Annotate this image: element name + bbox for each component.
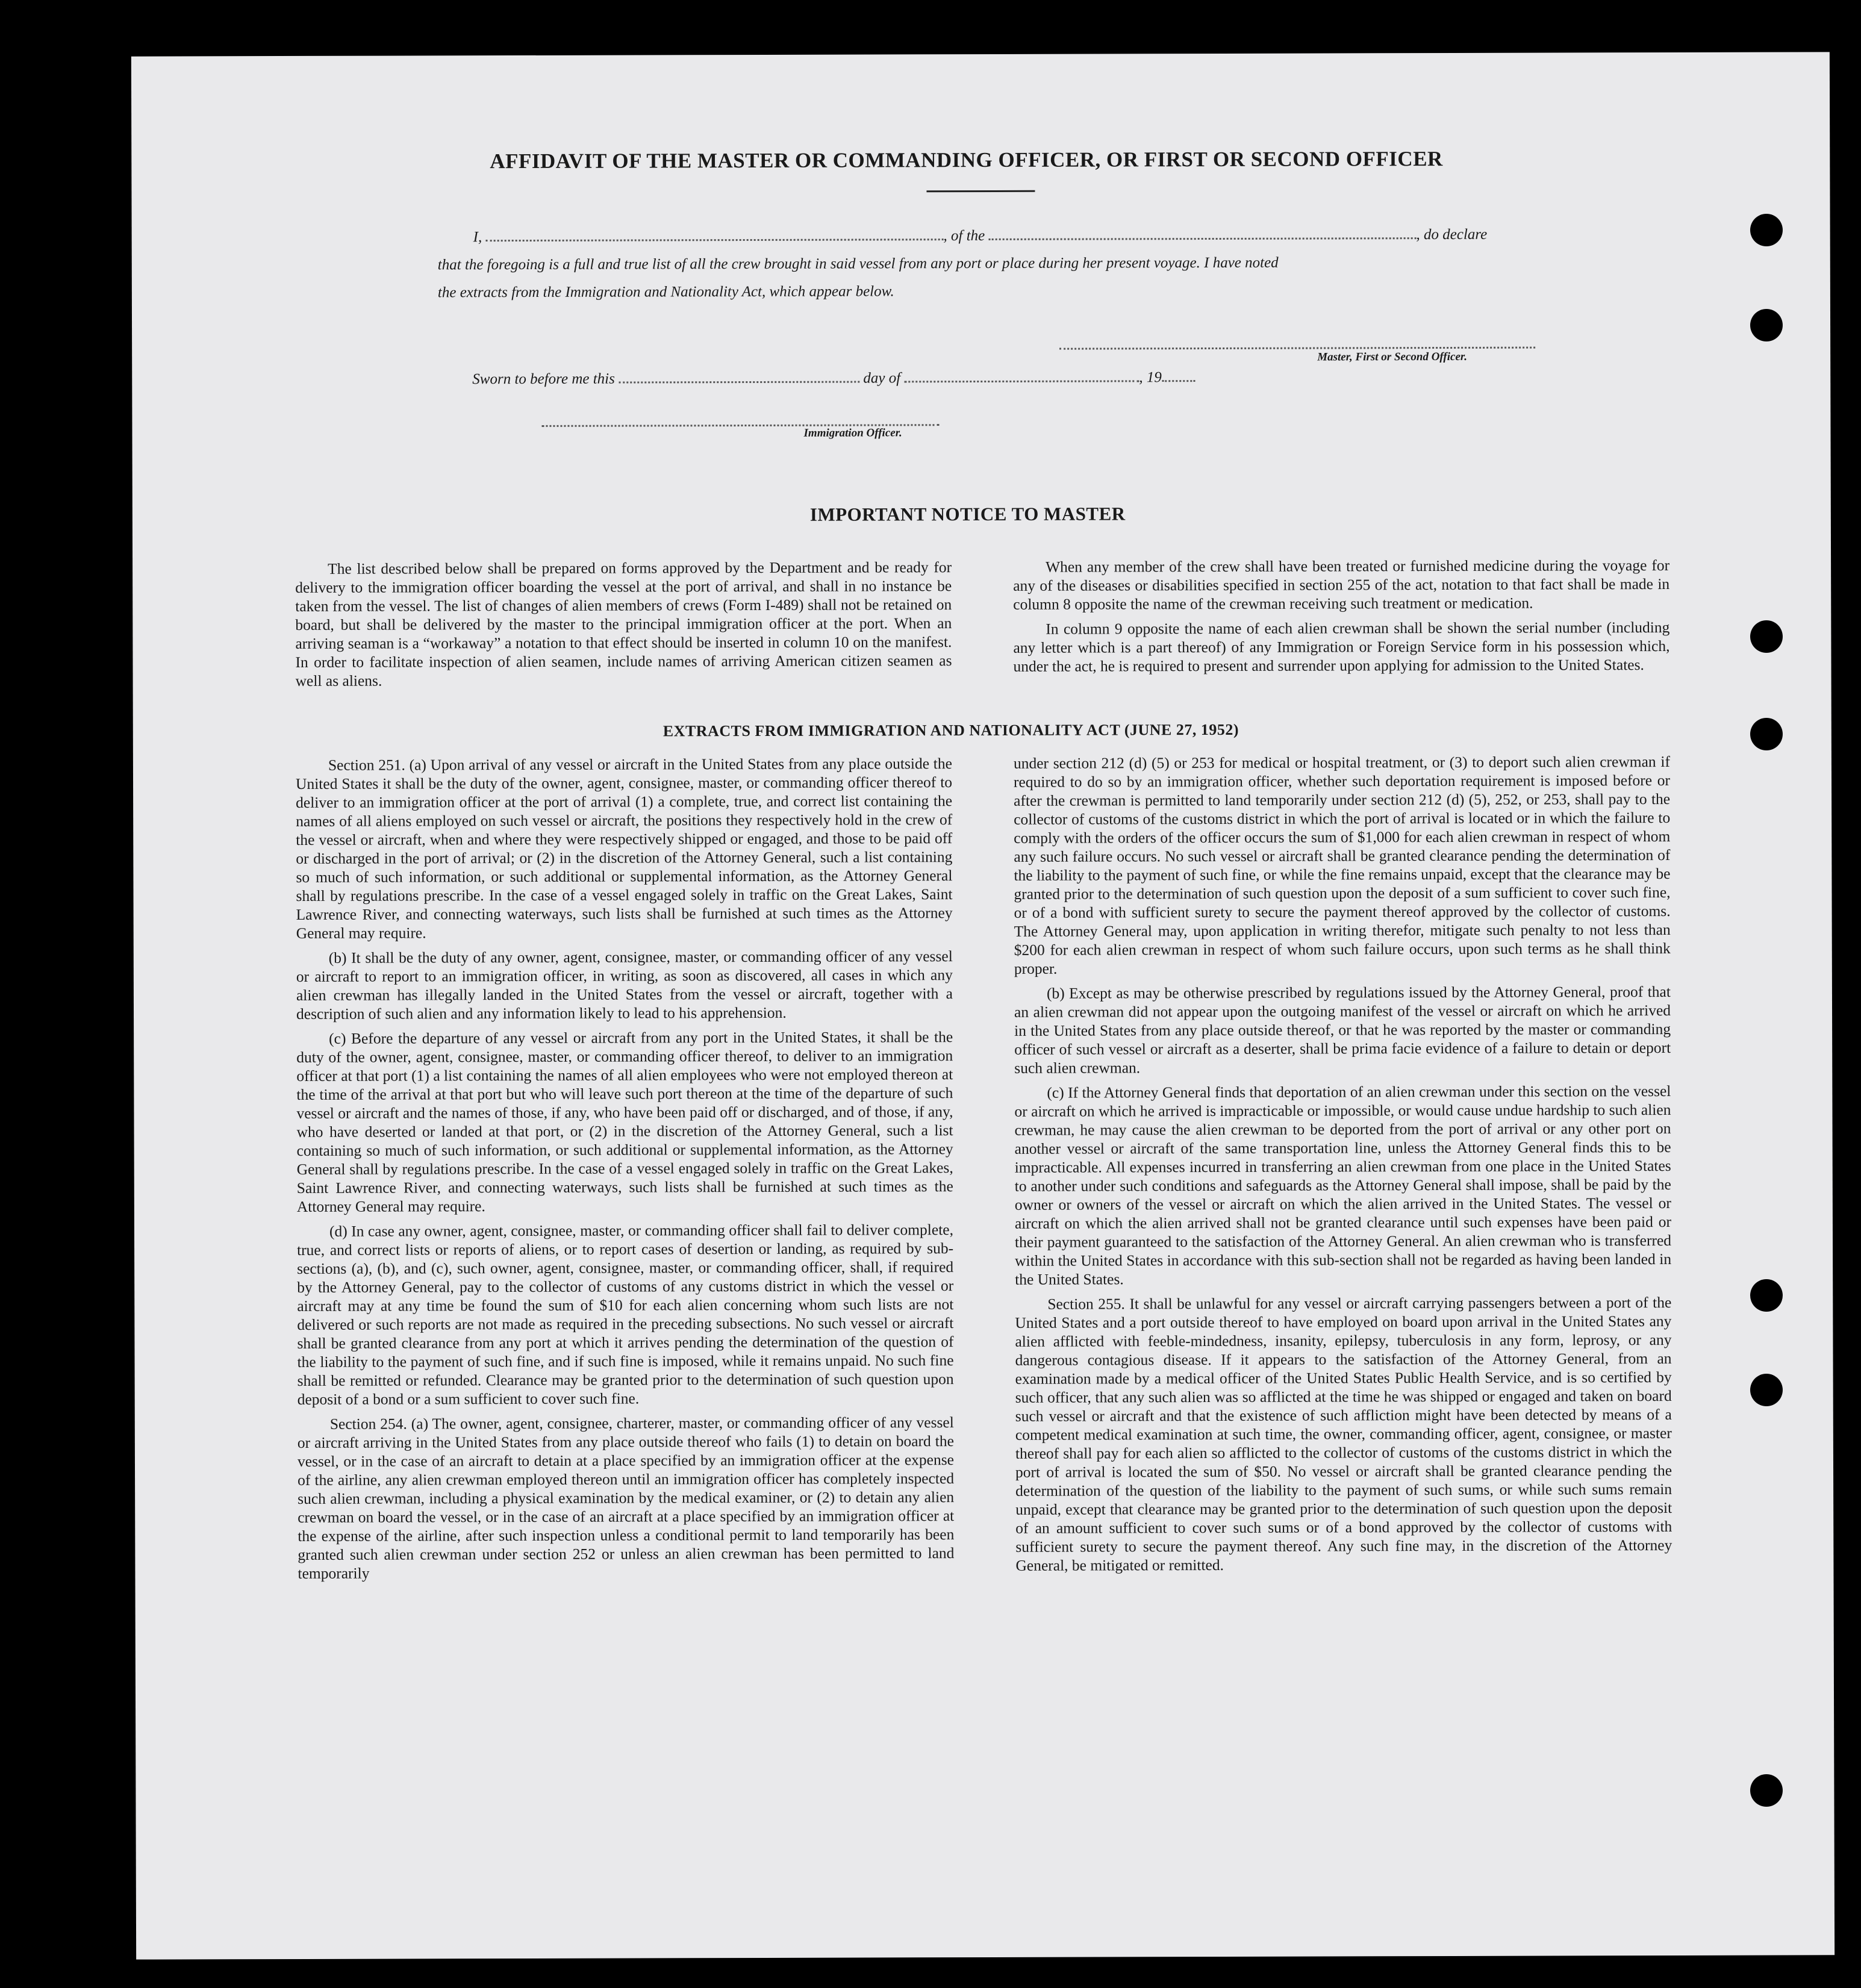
notice-title: IMPORTANT NOTICE TO MASTER xyxy=(809,503,1126,525)
section-251-a: Section 251. (a) Upon arrival of any vessel or aircraft in the United States from any place outside the United States it shall be the duty of the owner, agent, consignee, master, or commanding officer thereof to deliver to an immigration officer at the port of arrival (1) a complete, true, and correct list containing the names of all aliens employed on such vessel or aircraft, the positions they respectively hold in the crew of the vessel or aircraft, when and where they were respectively shipped or engaged, and those to be paid off or discharged in the port of arrival; or (2) in the discretion of the Attorney General, such a list containing so much of such information, or such additional or supplemental information, as the Attorney General shall by regulations prescribe. In the case of a vessel engaged solely in traffic on the Great Lakes, Saint Lawrence River, and connecting waterways, such lists shall be furnished at such times as the Attorney General may require. xyxy=(295,755,953,942)
label-year: , 19 xyxy=(1139,369,1162,386)
label-i: I, xyxy=(473,229,482,246)
extracts-title: EXTRACTS FROM IMMIGRATION AND NATIONALITY ACT (JUNE 27, 1952) xyxy=(662,720,1239,740)
declaration-line-1: that the foregoing is a full and true list of all the crew brought in said vessel from any port or place during her present voyage. I have noted xyxy=(437,254,1279,273)
vessel-field[interactable] xyxy=(988,225,1416,240)
section-254-a: Section 254. (a) The owner, agent, consignee, charterer, master, or commanding officer of any vessel or aircraft arriving in the United States from any place outside thereof who fails (1) to detain on board the vessel, or in the case of an aircraft to detain at a place specified by an immigration officer at the expense of the airline, any alien crewman employed thereon until an immigration officer has completely inspected such alien crewman, including a physical examination by the medical examiner, or (2) to detain any alien crewman on board the vessel, or in the case of an aircraft at a place specified by an immigration officer at the expense of the airline, after such inspection unless a conditional permit to land temporarily has been granted such alien crewman under section 252 or unless an alien crewman has been permitted to land temporarily xyxy=(297,1413,955,1582)
section-251-c: (c) Before the departure of any vessel or aircraft from any port in the United States, it shall be the duty of the owner, agent, consignee, master, or commanding officer thereof, to deliver to an immigration officer at that port (1) a list containing the names of all alien employees who were not employed thereon at the time of the arrival at that port but who will leave such port thereon at the time of the departure of such vessel or aircraft and the names of those, if any, who have been paid off or discharged, and of those, if any, who have deserted or landed at that port, or (2) in the discretion of the Attorney General, such a list containing so much of such information, or such additional or supplemental information, as the Attorney General shall by regulations prescribe. In the case of a vessel engaged solely in traffic on the Great Lakes, Saint Lawrence River, and connecting waterways, such lists shall be furnished at such times as the Attorney General may require. xyxy=(296,1028,953,1215)
section-254-c: (c) If the Attorney General finds that deportation of an alien crewman under this section on the vessel or aircraft on which he arrived is impracticable or impossible, or would cause undue hardship to such alien crewman, he may cause the alien crewman to be deported from the port of arrival or any other port on another vessel or aircraft of the same transportation line, unless the Attorney General finds this to be impracticable. All expenses incurred in transferring an alien crewman from one place in the United States to another under such conditions and safeguards as the Attorney General shall impose, shall be paid by the owner or owners of the vessel or aircraft on which the alien arrived in the United States. The vessel or aircraft on which the alien arrived shall not be granted clearance until such expenses have been paid or their payment guaranteed to the satisfaction of the Attorney General. An alien crewman who is transferred within the United States in accordance with this sub-section shall not be regarded as having been landed in the United States. xyxy=(1014,1082,1672,1288)
binder-hole xyxy=(1750,1279,1783,1312)
section-251-b: (b) It shall be the duty of any owner, agent, consignee, master, or commanding officer of any vessel or aircraft to report to an immigration officer, in writing, as soon as discovered, all cases in which any alien crewman has illegally landed in the United States from the vessel or aircraft, together with a description of such alien and any information likely to lead to his apprehension. xyxy=(296,947,953,1023)
section-255: Section 255. It shall be unlawful for any vessel or aircraft carrying passengers between a port of the United States and a port outside thereof to have employed on board upon arrival in the United States any alien afflicted with feeble-mindedness, insanity, epilepsy, tuberculosis in any form, leprosy, or any dangerous contagious disease. If it appears to the satisfaction of the Attorney General, from an examination made by a medical officer of the United States Public Health Service, and is so certified by such officer, that any such alien was so afflicted at the time he was shipped or engaged and taken on board such vessel or aircraft and that the existence of such affliction might have been detected by means of a competent medical examination at such time, the owner, commanding officer, agent, consignee, or master thereof shall pay for each alien so afflicted to the collector of customs of the customs district in which the port of arrival is located the sum of $50. No vessel or aircraft shall be granted clearance pending the determination of the question of the liability to the payment of such sums, or while such sums remain unpaid, except that clearance may be granted prior to the determination of such question upon the deposit of an amount sufficient to cover such sums or of a bond approved by the collector of customs with sufficient surety to secure the payment thereof. Any such fine may, in the discretion of the Attorney General, be mitigated or remitted. xyxy=(1015,1294,1672,1574)
sworn-month-field[interactable] xyxy=(904,368,1139,382)
master-label: Master, First or Second Officer. xyxy=(1317,350,1467,364)
label-day-of: day of xyxy=(863,370,901,387)
extracts-left-column xyxy=(296,754,955,1589)
section-254-b: (b) Except as may be otherwise prescribed by regulations issued by the Attorney General, proof that an alien crewman did not appear upon the outgoing manifest of the vessel or aircraft on which he arrived in the United States from any place outside thereof, or that he was reported by the master or commanding officer of such vessel or aircraft as a deserter, shall be prima facie evidence of a failure to detain or deport such alien crewman. xyxy=(1014,983,1671,1077)
notice-left-column xyxy=(295,558,952,696)
binder-hole xyxy=(1750,309,1783,341)
notice-right-paragraph-2: In column 9 opposite the name of each alien crewman shall be shown the serial number (including any letter which is a part thereof) of any Immigration or Foreign Service form in his possession which, under the act, he is required to present and surrender upon applying for admission to the United States. xyxy=(1013,619,1670,675)
title-rule xyxy=(926,190,1035,192)
declaration-name-line xyxy=(473,225,1488,246)
declaration-line-2: the extracts from the Immigration and Nationality Act, which appear below. xyxy=(437,283,894,301)
document-page xyxy=(131,52,1835,1959)
sworn-year-field[interactable] xyxy=(1162,368,1195,382)
binder-hole xyxy=(1750,1774,1783,1807)
sworn-line xyxy=(472,368,1195,388)
label-sworn: Sworn to before me this xyxy=(472,370,615,388)
affidavit-title: AFFIDAVIT OF THE MASTER OR COMMANDING OFFICER, OR FIRST OR SECOND OFFICER xyxy=(490,146,1443,173)
binder-hole xyxy=(1750,718,1783,750)
sworn-day-field[interactable] xyxy=(619,369,859,384)
name-field[interactable] xyxy=(485,226,943,241)
notice-right-paragraph-1: When any member of the crew shall have been treated or furnished medicine during the voyage for any of the diseases or disabilities specified in section 255 of the act, notation to that fact shall be made in column 8 opposite the name of the crewman receiving such treatment or medication. xyxy=(1013,556,1670,613)
binder-hole xyxy=(1750,1374,1783,1406)
section-254-a-continued: under section 212 (d) (5) or 253 for medical or hospital treatment, or (3) to deport such alien crewman if required to do so by an immigration officer, whether such deportation requirement is imposed before or after the crewman is permitted to land temporarily under section 212 (d) (5), 252, or 253, shall pay to the collector of customs of the customs district in which the port of arrival is located or in which the failure to comply with the orders of the officer occurs the sum of $1,000 for each alien crewman in respect of whom any such failure occurs. No such vessel or aircraft shall be granted clearance pending the determination of the liability to the payment of such fine, or while the fine remains unpaid, except that the clearance may be granted prior to the determination of such question upon the deposit of a sum sufficient to cover such fine, or of a bond with sufficient surety to secure the payment thereof approved by the collector of customs. The Attorney General may, upon application in writing therefor, mitigate such penalty to not less than $200 for each alien crewman in respect of whom such failure occurs, upon such terms as he shall think proper. xyxy=(1013,753,1671,977)
binder-hole xyxy=(1750,620,1783,653)
notice-left-paragraph: The list described below shall be prepared on forms approved by the Department and be ready for delivery to the immigration officer boarding the vessel at the port of arrival, and shall in no instance be taken from the vessel. The list of changes of alien members of crews (Form I-489) shall not be retained on board, but shall be delivered by the master to the principal immigration officer at the port. When an arriving seaman is a “workaway” a notation to that effect should be inserted in column 10 on the manifest. In order to facilitate inspection of alien seamen, include names of arriving American citizen seamen as well as aliens. xyxy=(295,558,952,690)
section-251-d: (d) In case any owner, agent, consignee, master, or commanding officer shall fail to deliver complete, true, and correct lists or reports of aliens, or to report cases of desertion or landing, as required by sub-sections (a), (b), and (c), such owner, agent, consignee, master, or commanding officer, shall, if required by the Attorney General, pay to the collector of customs of any customs district in which the vessel or aircraft may at any time be found the sum of $10 for each alien concerning whom such lists are not delivered or such reports are not made as required in the preceding subsections. No such vessel or aircraft shall be granted clearance from any port at which it arrives pending the determination of the question of the liability to the payment of such fine, and if such fine is imposed, while it remains unpaid. No such fine shall be remitted or refunded. Clearance may be granted prior to the determination of such question upon deposit of a bond or a sum sufficient to cover such fine. xyxy=(297,1221,954,1408)
label-of-the: , of the xyxy=(943,227,985,245)
extracts-right-column xyxy=(1014,752,1672,1581)
binder-hole xyxy=(1750,214,1783,246)
notice-right-column xyxy=(1013,556,1670,682)
label-do-declare: , do declare xyxy=(1416,226,1488,243)
officer-label: Immigration Officer. xyxy=(803,426,902,440)
